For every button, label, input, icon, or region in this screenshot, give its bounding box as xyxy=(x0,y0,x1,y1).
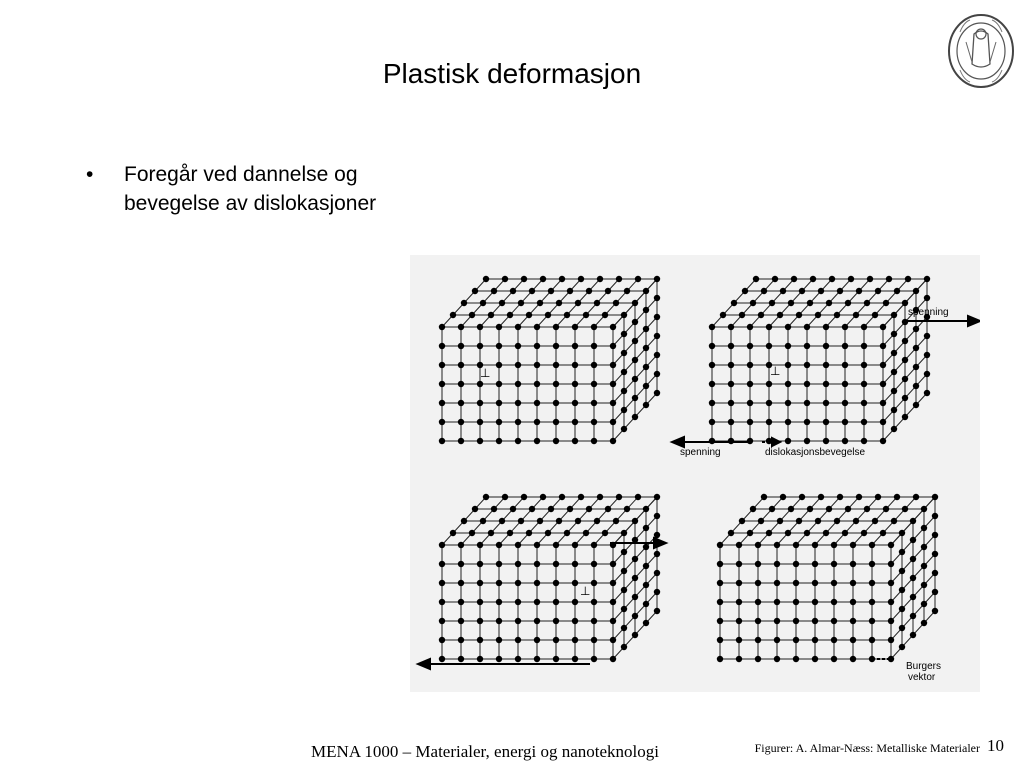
bullet-text-line-1: Foregår ved dannelse og xyxy=(124,163,358,186)
lattice-block xyxy=(439,276,660,444)
stress-arrow-right-head xyxy=(968,316,980,326)
stress-arrow-left-head xyxy=(672,437,684,447)
dislocation-symbol: ⊥ xyxy=(580,584,591,598)
stress-arrow-left-lower-head xyxy=(418,659,430,669)
bullet-marker: • xyxy=(86,163,94,186)
lattice-block xyxy=(717,494,938,662)
dislocation-figure xyxy=(410,255,980,692)
burgers-label-1: Burgers xyxy=(906,661,942,672)
bullet-text-line-2: bevegelse av dislokasjoner xyxy=(124,192,377,215)
stress-label-left: spenning xyxy=(680,447,721,458)
stress-label-right: spenning xyxy=(908,307,949,318)
figure-credit: Figurer: A. Almar-Næss: Metalliske Materialer xyxy=(754,741,980,755)
dislocation-symbol: ⊥ xyxy=(770,364,781,378)
burgers-label-2: vektor xyxy=(908,672,936,683)
university-seal-logo xyxy=(946,12,1016,90)
page-number: 10 xyxy=(987,736,1004,755)
crystal-lattice-diagram xyxy=(410,255,980,692)
dislocation-motion-label: dislokasjonsbevegelse xyxy=(765,447,866,458)
lattice-block xyxy=(439,494,660,662)
dislocation-symbol: ⊥ xyxy=(480,366,491,380)
lattice-block xyxy=(709,276,930,444)
dislocation-motion-arrow-head xyxy=(772,438,780,446)
footer-course: MENA 1000 – Materialer, energi og nanoteknologi xyxy=(311,742,659,761)
stress-arrow-right-lower-head xyxy=(654,538,666,548)
bullet-item xyxy=(86,160,446,218)
slide-title: Plastisk deformasjon xyxy=(382,58,642,89)
bullet-list xyxy=(86,160,446,218)
